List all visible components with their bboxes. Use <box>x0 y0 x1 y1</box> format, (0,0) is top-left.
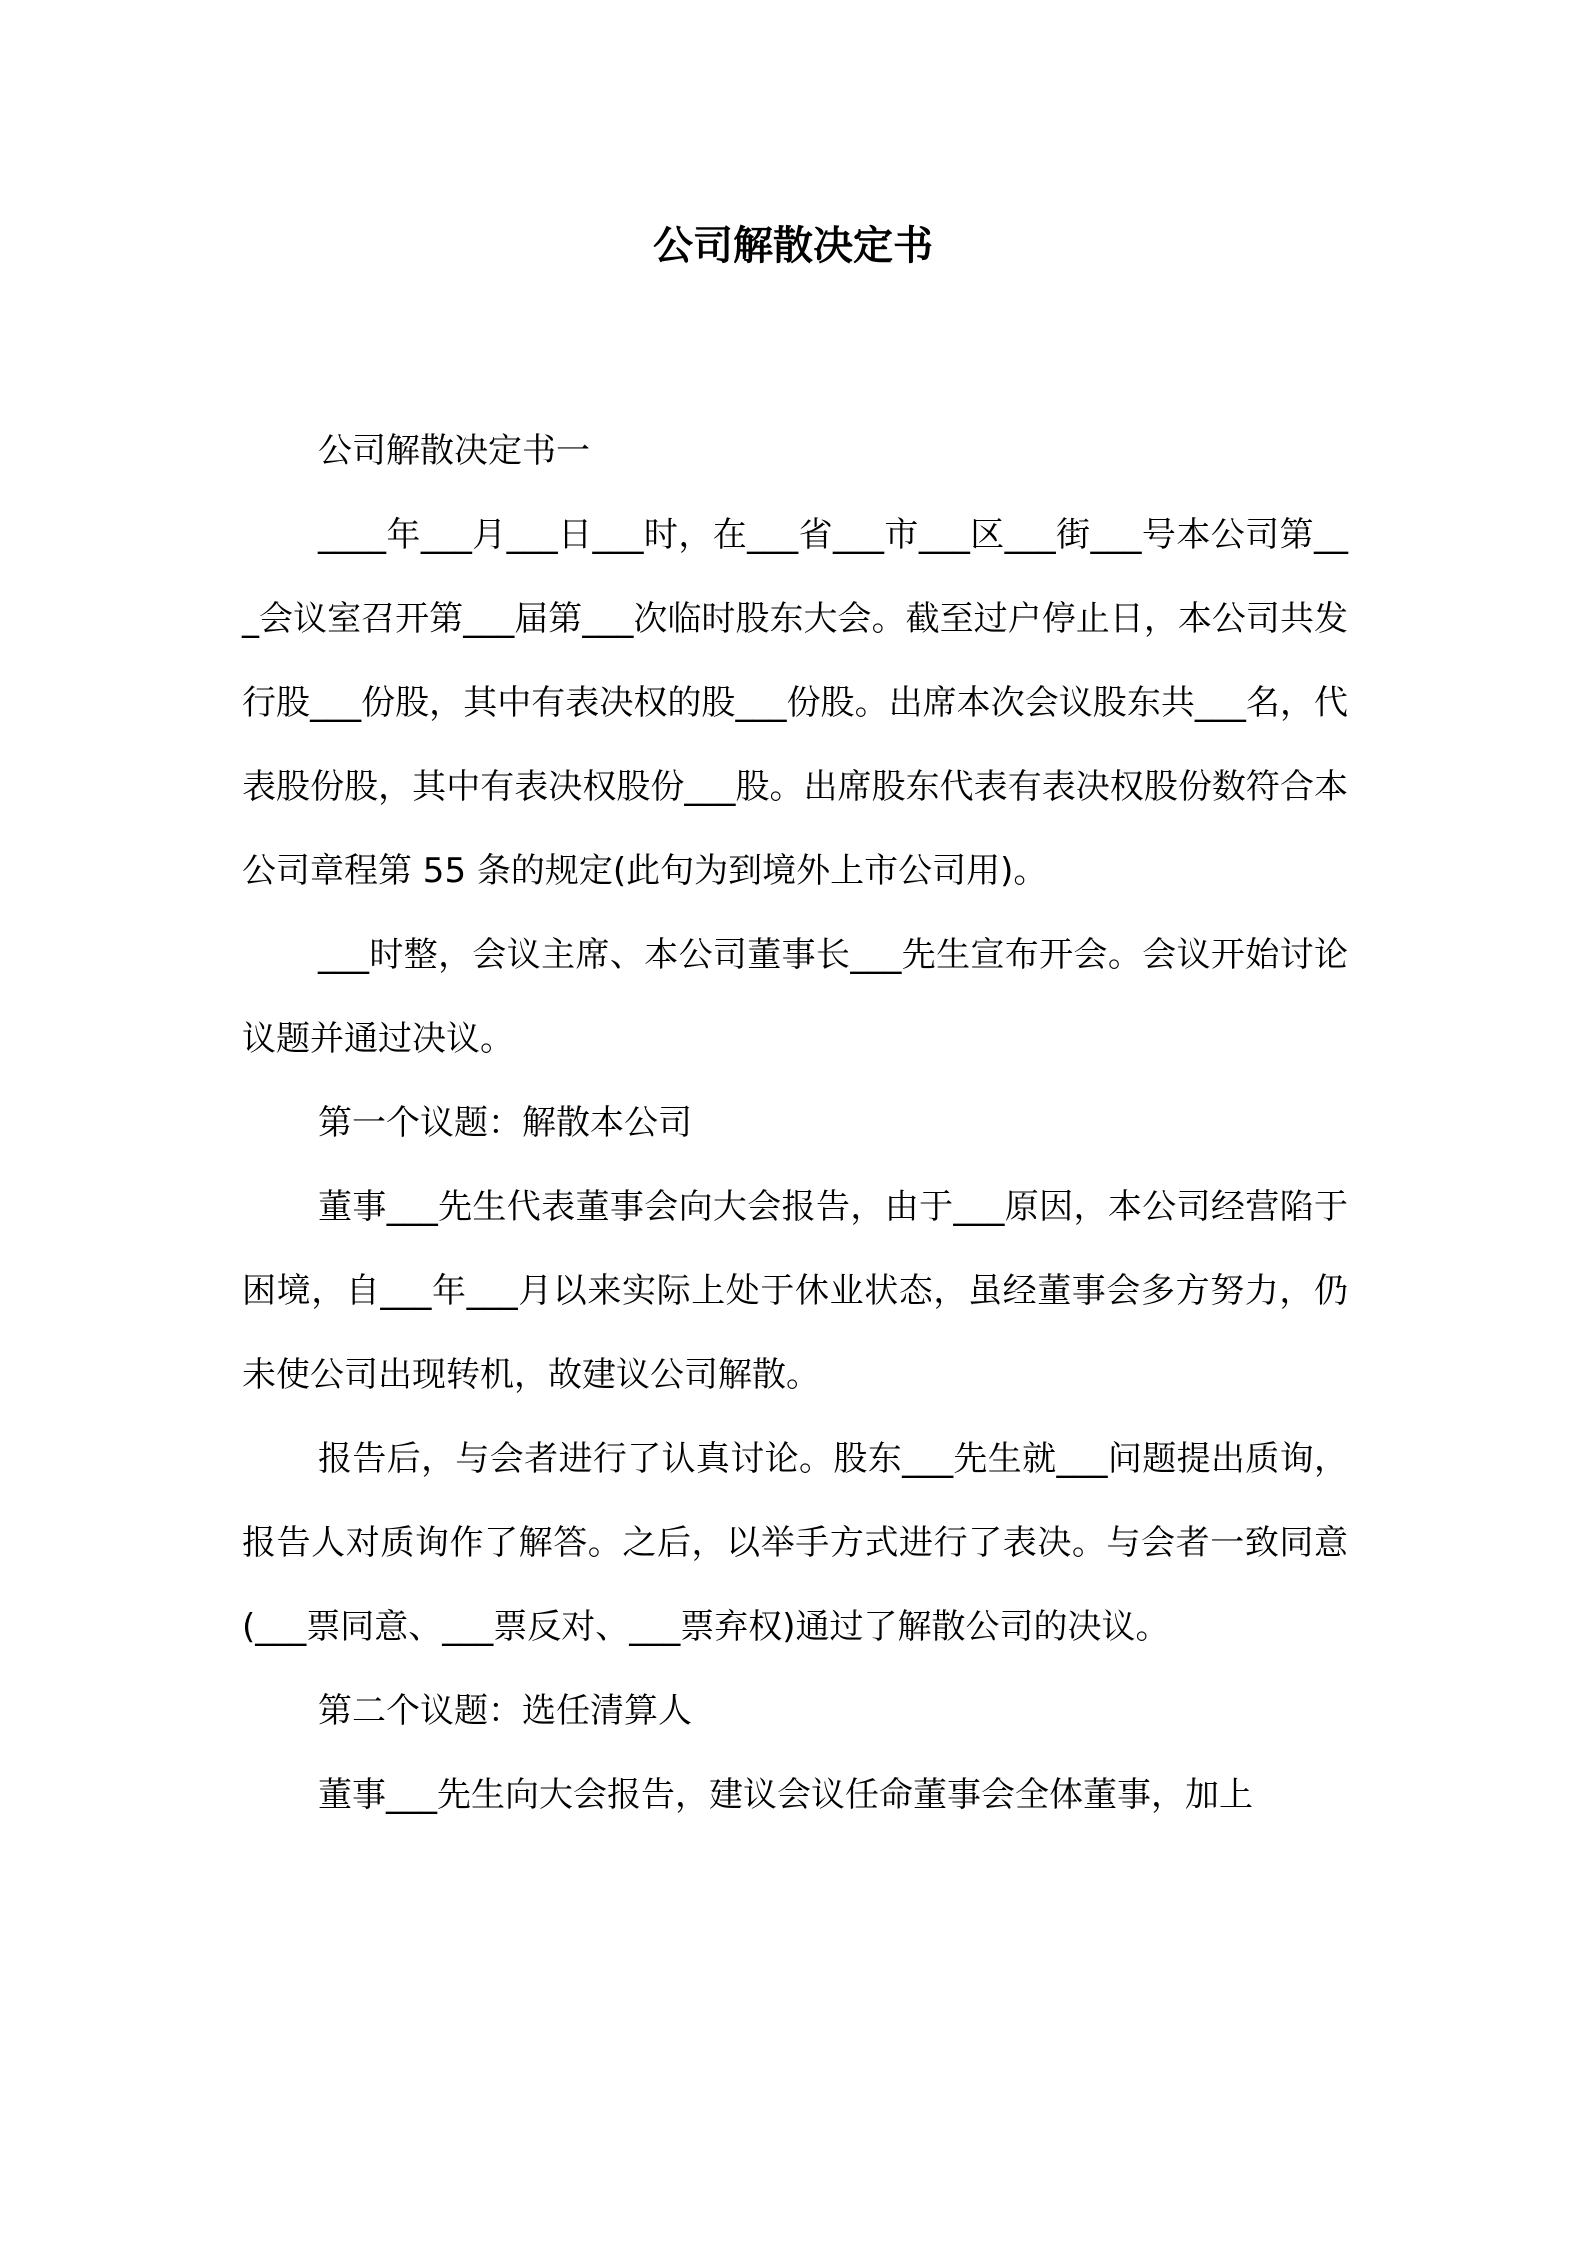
paragraph-meeting-opening: ___时整，会议主席、本公司董事长___先生宣布开会。会议开始讨论议题并通过决议。 <box>242 935 1348 1059</box>
paragraph-meeting-details: ____年___月___日___时，在___省___市___区___街___号本公司第___会议室召开第___届第___次临时股东大会。截至过户停止日，本公司共发行股___份股，其中有表决权的股___份股。出席本次会议股东共___名，代表股份股，其中有表决权股份___股。出席股东代表有表决权股份数符合本公司章程第 55 条的规定(此句为到境外上市公司用)。 <box>242 515 1348 891</box>
paragraph-discussion-vote: 报告后，与会者进行了认真讨论。股东___先生就___问题提出质询，报告人对质询作了解答。之后，以举手方式进行了表决。与会者一致同意(___票同意、___票反对、___票弃权)通过了解散公司的决议。 <box>242 1439 1348 1647</box>
document-body <box>242 409 1348 1837</box>
document-title: 公司解散决定书 <box>653 223 933 269</box>
agenda-item-2-heading: 第二个议题：选任清算人 <box>318 1691 692 1731</box>
agenda-item-1-heading: 第一个议题：解散本公司 <box>318 1103 692 1143</box>
paragraph-heading-1: 公司解散决定书一 <box>318 431 590 471</box>
paragraph-board-report: 董事___先生代表董事会向大会报告，由于___原因，本公司经营陷于困境，自___年___月以来实际上处于休业状态，虽经董事会多方努力，仍未使公司出现转机，故建议公司解散。 <box>242 1187 1348 1395</box>
paragraph-liquidator-report: 董事___先生向大会报告，建议会议任命董事会全体董事，加上 <box>318 1775 1253 1815</box>
